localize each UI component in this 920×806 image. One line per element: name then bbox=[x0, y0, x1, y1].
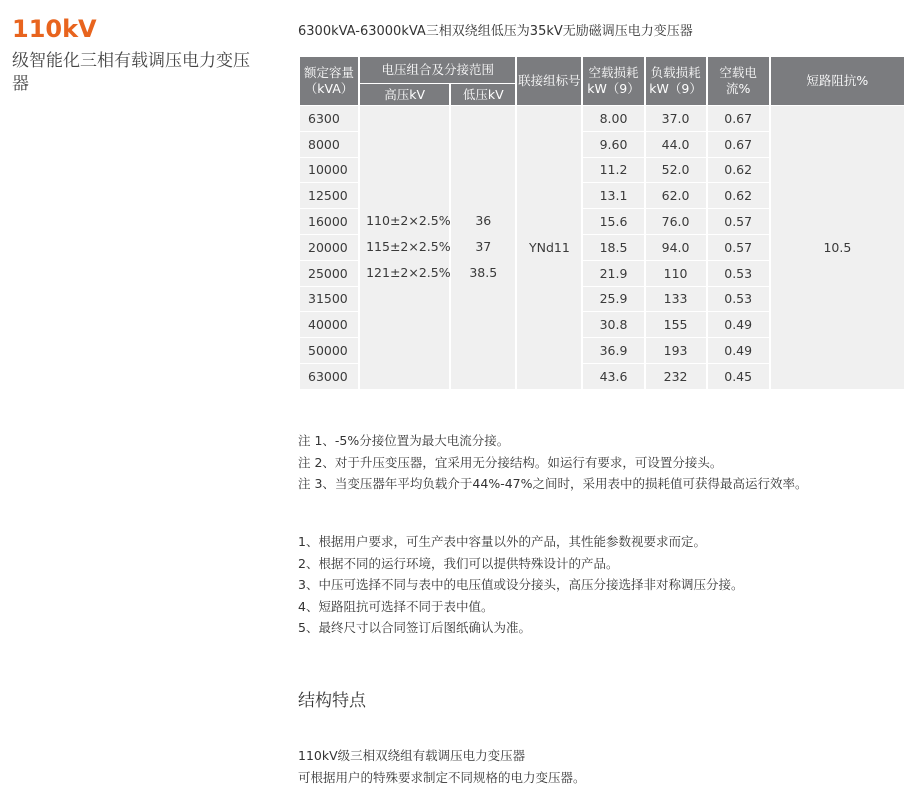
header-noload-current: 空载电流% bbox=[708, 57, 769, 105]
capacity-cell: 20000 bbox=[300, 235, 358, 260]
header-load-loss: 负载损耗kW（9） bbox=[646, 57, 706, 105]
noload-current-cell: 0.62 bbox=[708, 183, 769, 208]
noload-loss-cell: 36.9 bbox=[583, 338, 643, 363]
noload-current-cell: 0.57 bbox=[708, 209, 769, 234]
capacity-cell: 25000 bbox=[300, 261, 358, 286]
spec-table-body bbox=[300, 106, 904, 389]
lv-value: 37 bbox=[475, 239, 492, 255]
load-loss-cell: 110 bbox=[646, 261, 706, 286]
hv-value: 110±2×2.5% bbox=[366, 213, 451, 229]
note-item: 注 1、-5%分接位置为最大电流分接。 bbox=[298, 433, 510, 448]
noload-loss-cell: 8.00 bbox=[583, 106, 643, 131]
capacity-cell: 40000 bbox=[300, 312, 358, 337]
header-lv: 低压kV bbox=[451, 84, 515, 105]
requirements-list bbox=[298, 531, 743, 639]
noload-loss-cell: 18.5 bbox=[583, 235, 643, 260]
capacity-cell: 63000 bbox=[300, 364, 358, 389]
brand-block bbox=[12, 14, 272, 96]
structure-line: 110kV级三相双绕组有载调压电力变压器 bbox=[298, 748, 526, 763]
noload-loss-cell: 21.9 bbox=[583, 261, 643, 286]
capacity-cell: 50000 bbox=[300, 338, 358, 363]
header-connection: 联接组标号 bbox=[517, 57, 581, 105]
capacity-cell: 12500 bbox=[300, 183, 358, 208]
load-loss-cell: 193 bbox=[646, 338, 706, 363]
noload-current-cell: 0.67 bbox=[708, 132, 769, 157]
noload-current-cell: 0.53 bbox=[708, 287, 769, 312]
header-voltage-group: 电压组合及分接范围 bbox=[360, 57, 515, 83]
capacity-cell: 6300 bbox=[300, 106, 358, 131]
capacity-cell: 16000 bbox=[300, 209, 358, 234]
requirement-item: 1、根据用户要求，可生产表中容量以外的产品，其性能参数视要求而定。 bbox=[298, 534, 706, 549]
noload-current-cell: 0.45 bbox=[708, 364, 769, 389]
load-loss-cell: 155 bbox=[646, 312, 706, 337]
product-title: 级智能化三相有载调压电力变压器 bbox=[12, 51, 250, 94]
hv-value: 121±2×2.5% bbox=[366, 265, 451, 281]
notes bbox=[298, 430, 808, 495]
hv-voltage-cell bbox=[360, 106, 449, 389]
lv-value: 38.5 bbox=[469, 265, 498, 281]
noload-current-cell: 0.53 bbox=[708, 261, 769, 286]
load-loss-cell: 232 bbox=[646, 364, 706, 389]
noload-current-cell: 0.57 bbox=[708, 235, 769, 260]
load-loss-cell: 44.0 bbox=[646, 132, 706, 157]
connection-cell: YNd11 bbox=[517, 106, 581, 389]
table-row bbox=[300, 106, 904, 131]
noload-loss-cell: 13.1 bbox=[583, 183, 643, 208]
note-item: 注 2、对于升压变压器，宜采用无分接结构。如运行有要求，可设置分接头。 bbox=[298, 454, 723, 470]
header-hv: 高压kV bbox=[360, 84, 449, 105]
noload-current-cell: 0.62 bbox=[708, 158, 769, 183]
noload-loss-cell: 25.9 bbox=[583, 287, 643, 312]
spec-table bbox=[298, 56, 906, 390]
requirement-item: 3、中压可选择不同与表中的电压值或设分接头，高压分接选择非对称调压分接。 bbox=[298, 577, 744, 592]
noload-loss-cell: 11.2 bbox=[583, 158, 643, 183]
noload-current-cell: 0.49 bbox=[708, 312, 769, 337]
note-item: 注 3、当变压器年平均负载介于44%-47%之间时，采用表中的损耗值可获得最高运行效率。 bbox=[298, 476, 808, 491]
lv-value: 36 bbox=[475, 213, 492, 229]
noload-loss-cell: 9.60 bbox=[583, 132, 643, 157]
noload-current-cell: 0.49 bbox=[708, 338, 769, 363]
capacity-cell: 10000 bbox=[300, 158, 358, 183]
requirement-item: 5、最终尺寸以合同签订后图纸确认为准。 bbox=[298, 620, 531, 635]
load-loss-cell: 62.0 bbox=[646, 183, 706, 208]
table-subtitle: 6300kVA-63000kVA三相双绕组低压为35kV无励磁调压电力变压器 bbox=[298, 24, 693, 39]
load-loss-cell: 133 bbox=[646, 287, 706, 312]
load-loss-cell: 37.0 bbox=[646, 106, 706, 131]
requirement-item: 2、根据不同的运行环境，我们可以提供特殊设计的产品。 bbox=[298, 555, 619, 571]
header-impedance: 短路阻抗% bbox=[771, 57, 904, 105]
header-capacity: 额定容量（kVA） bbox=[300, 57, 358, 105]
structure-section-title: 结构特点 bbox=[298, 691, 366, 711]
brand-voltage: 110kV bbox=[12, 15, 97, 43]
noload-loss-cell: 43.6 bbox=[583, 364, 643, 389]
load-loss-cell: 94.0 bbox=[646, 235, 706, 260]
capacity-cell: 31500 bbox=[300, 287, 358, 312]
load-loss-cell: 76.0 bbox=[646, 209, 706, 234]
noload-loss-cell: 30.8 bbox=[583, 312, 643, 337]
requirement-item: 4、短路阻抗可选择不同于表中值。 bbox=[298, 598, 494, 614]
header-noload-loss: 空载损耗kW（9） bbox=[583, 57, 643, 105]
hv-value: 115±2×2.5% bbox=[366, 239, 451, 255]
structure-description bbox=[298, 745, 586, 788]
structure-line: 可根据用户的特殊要求制定不同规格的电力变压器。 bbox=[298, 769, 586, 785]
impedance-cell: 10.5 bbox=[771, 106, 904, 389]
capacity-cell: 8000 bbox=[300, 132, 358, 157]
lv-voltage-cell bbox=[451, 106, 515, 389]
noload-loss-cell: 15.6 bbox=[583, 209, 643, 234]
load-loss-cell: 52.0 bbox=[646, 158, 706, 183]
noload-current-cell: 0.67 bbox=[708, 106, 769, 131]
